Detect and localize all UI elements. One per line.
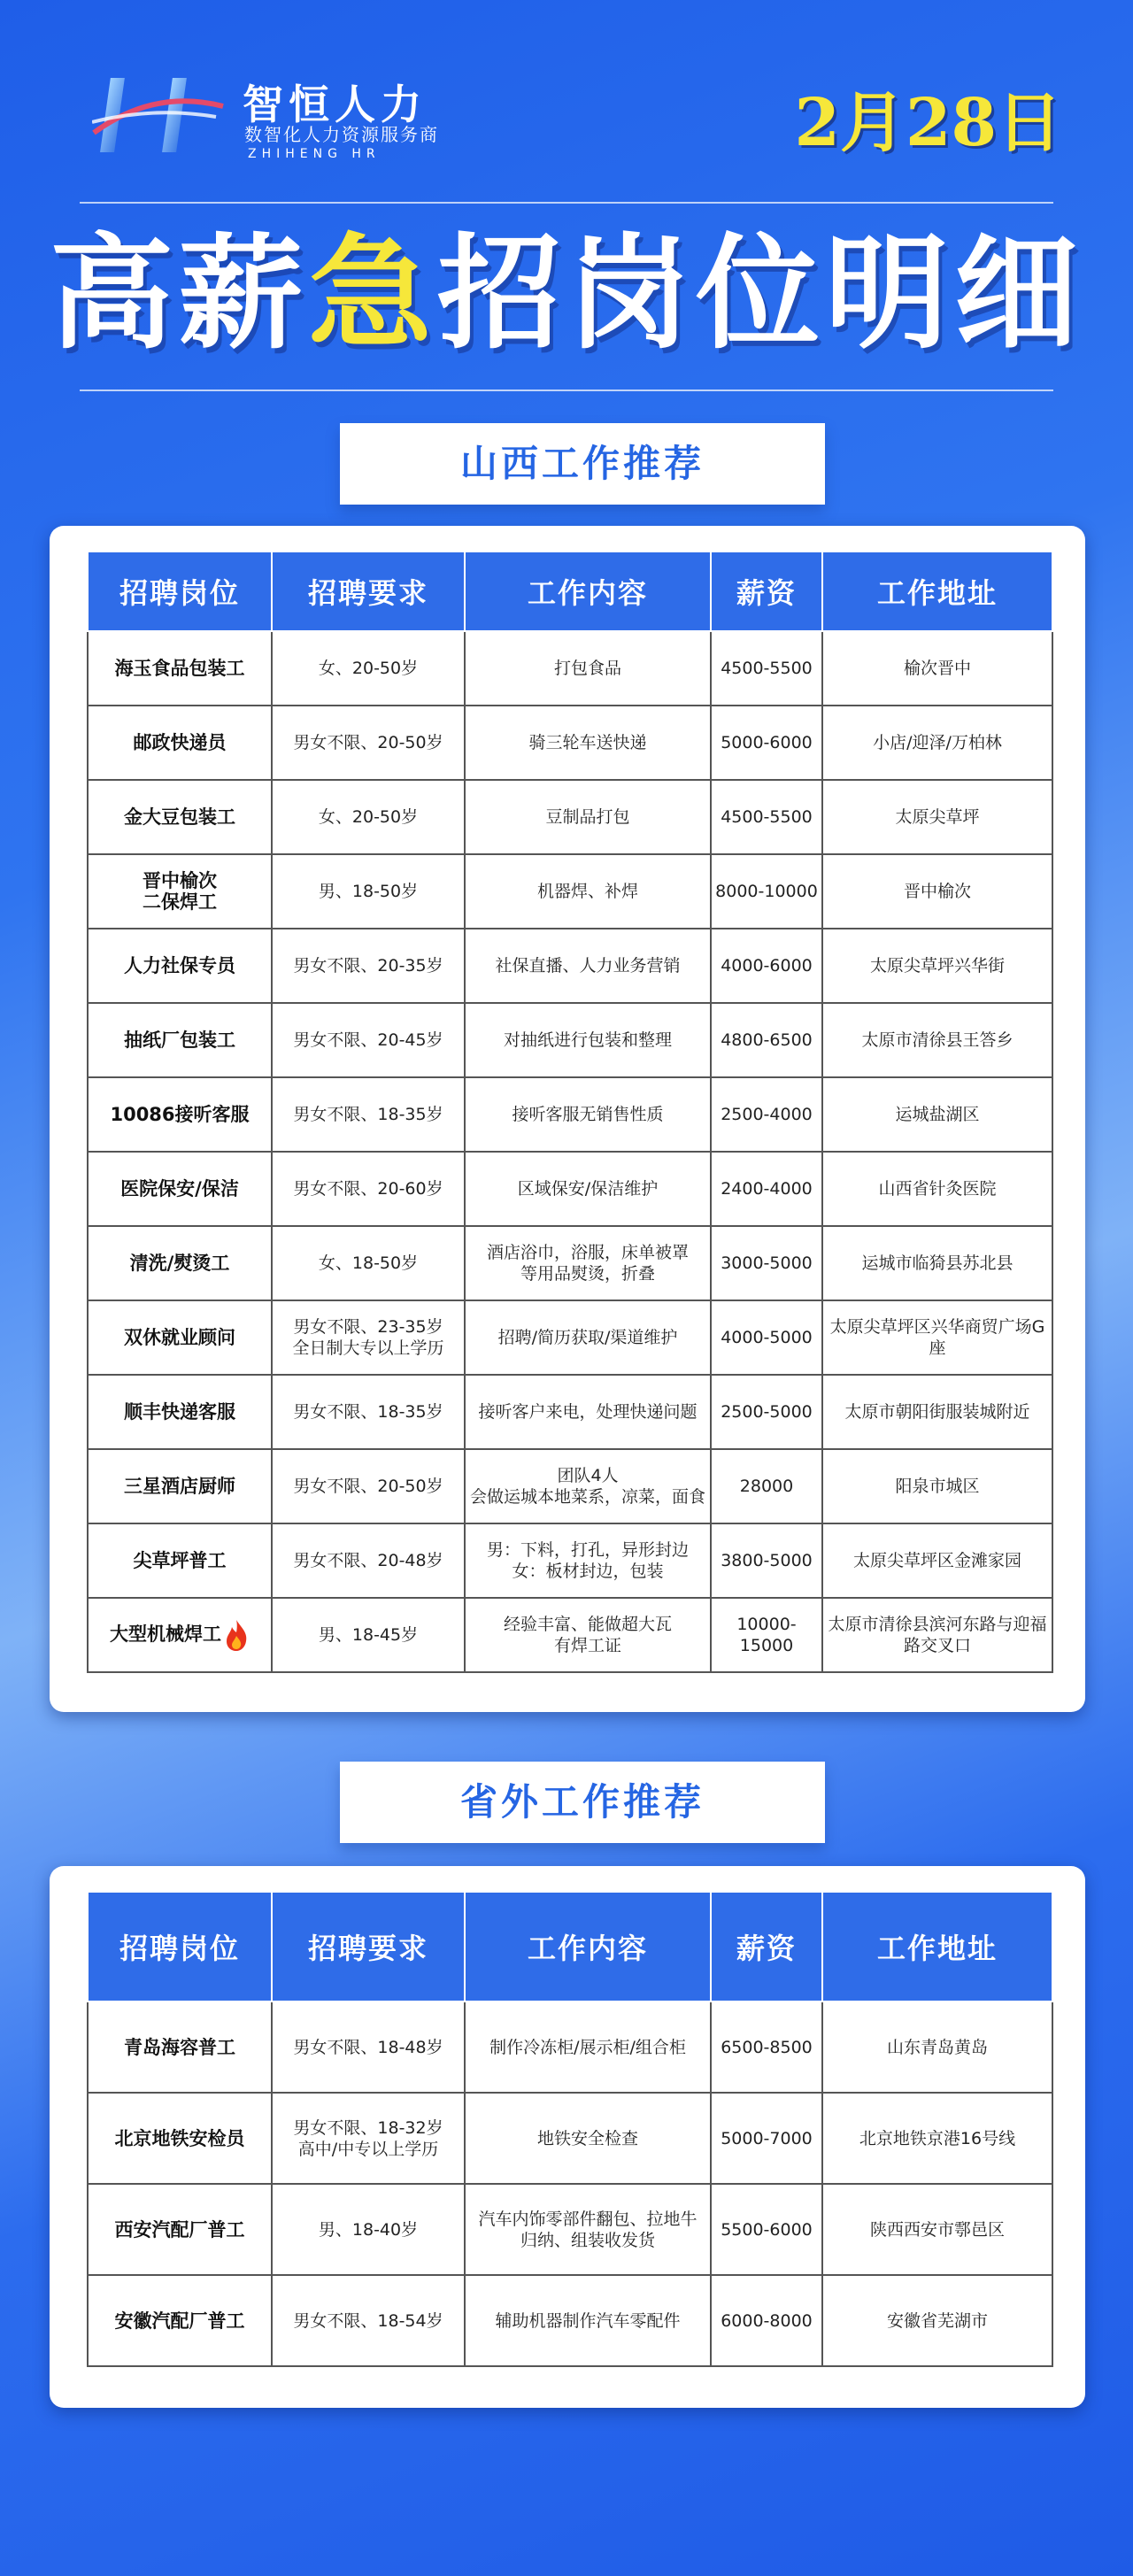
cell-requirement: 女、20-50岁	[272, 780, 465, 854]
cell-address: 太原尖草坪兴华街	[822, 929, 1052, 1003]
date-label: 2月28日	[794, 85, 1062, 161]
brand-logo	[92, 62, 482, 168]
cell-duties: 汽车内饰零部件翻包、拉地牛 归纳、组装收发货	[465, 2184, 711, 2275]
cell-position: 双休就业顾问	[88, 1300, 272, 1375]
cell-duties: 辅助机器制作汽车零配件	[465, 2275, 711, 2366]
cell-position: 10086接听客服	[88, 1077, 272, 1152]
cell-duties: 制作冷冻柜/展示柜/组合柜	[465, 2001, 711, 2093]
cell-salary: 4500-5500	[711, 780, 822, 854]
cell-address: 晋中榆次	[822, 854, 1052, 929]
cell-address: 太原尖草坪区兴华商贸广场G座	[822, 1300, 1052, 1375]
cell-address: 运城盐湖区	[822, 1077, 1052, 1152]
cell-salary: 5500-6000	[711, 2184, 822, 2275]
cell-position: 邮政快递员	[88, 706, 272, 780]
cell-salary: 2500-4000	[711, 1077, 822, 1152]
title-part1: 高薪	[49, 222, 308, 366]
cell-duties: 区域保安/保洁维护	[465, 1152, 711, 1226]
cell-requirement: 男女不限、18-54岁	[272, 2275, 465, 2366]
cell-salary: 3000-5000	[711, 1226, 822, 1300]
cell-duties: 豆制品打包	[465, 780, 711, 854]
cell-duties: 团队4人 会做运城本地菜系，凉菜，面食	[465, 1449, 711, 1523]
brand-english: ZHIHENG HR	[248, 147, 381, 161]
header-requirement: 招聘要求	[272, 551, 465, 631]
shanxi-banner: 山西工作推荐	[340, 423, 825, 505]
header-position: 招聘岗位	[88, 1892, 272, 2001]
cell-address: 陕西西安市鄠邑区	[822, 2184, 1052, 2275]
shanxi-card	[50, 526, 1085, 1712]
table-row	[88, 1523, 1052, 1598]
cell-requirement: 男、18-45岁	[272, 1598, 465, 1672]
header-salary: 薪资	[711, 551, 822, 631]
cell-salary: 8000-10000	[711, 854, 822, 929]
brand-subtitle: 数智化人力资源服务商	[244, 124, 439, 145]
cell-position: 三星酒店厨师	[88, 1449, 272, 1523]
cell-position: 海玉食品包装工	[88, 631, 272, 706]
table-row	[88, 1003, 1052, 1077]
cell-salary: 10000-15000	[711, 1598, 822, 1672]
cell-position: 清洗/熨烫工	[88, 1226, 272, 1300]
title-highlight: 急	[307, 222, 437, 366]
page-title	[0, 220, 1133, 370]
table-row	[88, 2184, 1052, 2275]
cell-requirement: 男女不限、20-48岁	[272, 1523, 465, 1598]
cell-position: 大型机械焊工	[88, 1598, 272, 1672]
header-address: 工作地址	[822, 551, 1052, 631]
cell-position: 金大豆包装工	[88, 780, 272, 854]
cell-salary: 4800-6500	[711, 1003, 822, 1077]
cell-salary: 4000-5000	[711, 1300, 822, 1375]
brand-name: 智恒人力	[243, 81, 427, 128]
cell-address: 太原尖草坪区金滩家园	[822, 1523, 1052, 1598]
header-requirement: 招聘要求	[272, 1892, 465, 2001]
table-row	[88, 1152, 1052, 1226]
table-row	[88, 631, 1052, 706]
table-row	[88, 2275, 1052, 2366]
cell-salary: 5000-6000	[711, 706, 822, 780]
cell-requirement: 男女不限、18-35岁	[272, 1077, 465, 1152]
table-row	[88, 854, 1052, 929]
cell-salary: 4000-6000	[711, 929, 822, 1003]
title-part2: 招岗位明细	[437, 222, 1084, 366]
cell-address: 榆次晋中	[822, 631, 1052, 706]
cell-salary: 28000	[711, 1449, 822, 1523]
header-position: 招聘岗位	[88, 551, 272, 631]
header-duties: 工作内容	[465, 1892, 711, 2001]
cell-requirement: 男女不限、18-35岁	[272, 1375, 465, 1449]
cell-salary: 3800-5000	[711, 1523, 822, 1598]
cell-position: 西安汽配厂普工	[88, 2184, 272, 2275]
header-address: 工作地址	[822, 1892, 1052, 2001]
zhiheng-logo-icon	[92, 71, 225, 159]
table-row	[88, 1449, 1052, 1523]
cell-salary: 6000-8000	[711, 2275, 822, 2366]
cell-address: 太原市清徐县王答乡	[822, 1003, 1052, 1077]
cell-address: 运城市临猗县苏北县	[822, 1226, 1052, 1300]
cell-duties: 社保直播、人力业务营销	[465, 929, 711, 1003]
cell-address: 太原市朝阳街服装城附近	[822, 1375, 1052, 1449]
cell-position: 医院保安/保洁	[88, 1152, 272, 1226]
table-row	[88, 1226, 1052, 1300]
table-row	[88, 706, 1052, 780]
cell-requirement: 男女不限、20-35岁	[272, 929, 465, 1003]
cell-position: 顺丰快递客服	[88, 1375, 272, 1449]
table-row	[88, 2001, 1052, 2093]
cell-duties: 接听客户来电，处理快递问题	[465, 1375, 711, 1449]
header-duties: 工作内容	[465, 551, 711, 631]
cell-position: 安徽汽配厂普工	[88, 2275, 272, 2366]
cell-address: 小店/迎泽/万柏林	[822, 706, 1052, 780]
cell-requirement: 男女不限、18-32岁 高中/中专以上学历	[272, 2093, 465, 2184]
cell-address: 山西省针灸医院	[822, 1152, 1052, 1226]
table-row	[88, 2093, 1052, 2184]
shanxi-jobs-table	[87, 551, 1053, 1673]
cell-requirement: 男女不限、20-50岁	[272, 1449, 465, 1523]
cell-duties: 酒店浴巾，浴服，床单被罩 等用品熨烫，折叠	[465, 1226, 711, 1300]
cell-address: 太原尖草坪	[822, 780, 1052, 854]
outside-banner: 省外工作推荐	[340, 1762, 825, 1843]
hot-flame-icon	[223, 1618, 250, 1652]
cell-position: 人力社保专员	[88, 929, 272, 1003]
cell-position: 晋中榆次 二保焊工	[88, 854, 272, 929]
cell-position: 尖草坪普工	[88, 1523, 272, 1598]
cell-requirement: 男女不限、20-60岁	[272, 1152, 465, 1226]
outside-jobs-table	[87, 1891, 1053, 2367]
table-row	[88, 1375, 1052, 1449]
cell-salary: 2400-4000	[711, 1152, 822, 1226]
cell-requirement: 男、18-50岁	[272, 854, 465, 929]
cell-address: 安徽省芜湖市	[822, 2275, 1052, 2366]
cell-duties: 地铁安全检查	[465, 2093, 711, 2184]
cell-duties: 打包食品	[465, 631, 711, 706]
cell-salary: 5000-7000	[711, 2093, 822, 2184]
outside-card	[50, 1866, 1085, 2408]
cell-duties: 机器焊、补焊	[465, 854, 711, 929]
table-row	[88, 1598, 1052, 1672]
cell-salary: 6500-8500	[711, 2001, 822, 2093]
cell-duties: 接听客服无销售性质	[465, 1077, 711, 1152]
cell-address: 北京地铁京港16号线	[822, 2093, 1052, 2184]
cell-duties: 经验丰富、能做超大瓦 有焊工证	[465, 1598, 711, 1672]
cell-duties: 对抽纸进行包装和整理	[465, 1003, 711, 1077]
cell-salary: 4500-5500	[711, 631, 822, 706]
cell-position: 抽纸厂包装工	[88, 1003, 272, 1077]
table-row	[88, 929, 1052, 1003]
cell-requirement: 男女不限、18-48岁	[272, 2001, 465, 2093]
cell-requirement: 男女不限、23-35岁 全日制大专以上学历	[272, 1300, 465, 1375]
cell-requirement: 女、18-50岁	[272, 1226, 465, 1300]
cell-address: 山东青岛黄岛	[822, 2001, 1052, 2093]
cell-duties: 骑三轮车送快递	[465, 706, 711, 780]
cell-requirement: 男女不限、20-45岁	[272, 1003, 465, 1077]
table-row	[88, 1077, 1052, 1152]
cell-salary: 2500-5000	[711, 1375, 822, 1449]
cell-duties: 招聘/简历获取/渠道维护	[465, 1300, 711, 1375]
header-salary: 薪资	[711, 1892, 822, 2001]
cell-address: 阳泉市城区	[822, 1449, 1052, 1523]
divider-bottom	[80, 389, 1053, 391]
cell-position: 青岛海容普工	[88, 2001, 272, 2093]
cell-requirement: 男、18-40岁	[272, 2184, 465, 2275]
cell-requirement: 男女不限、20-50岁	[272, 706, 465, 780]
cell-requirement: 女、20-50岁	[272, 631, 465, 706]
divider-top	[80, 202, 1053, 204]
table-row	[88, 1300, 1052, 1375]
cell-position: 北京地铁安检员	[88, 2093, 272, 2184]
cell-address: 太原市清徐县滨河东路与迎福 路交叉口	[822, 1598, 1052, 1672]
cell-duties: 男：下料，打孔，异形封边 女：板材封边，包装	[465, 1523, 711, 1598]
table-row	[88, 780, 1052, 854]
